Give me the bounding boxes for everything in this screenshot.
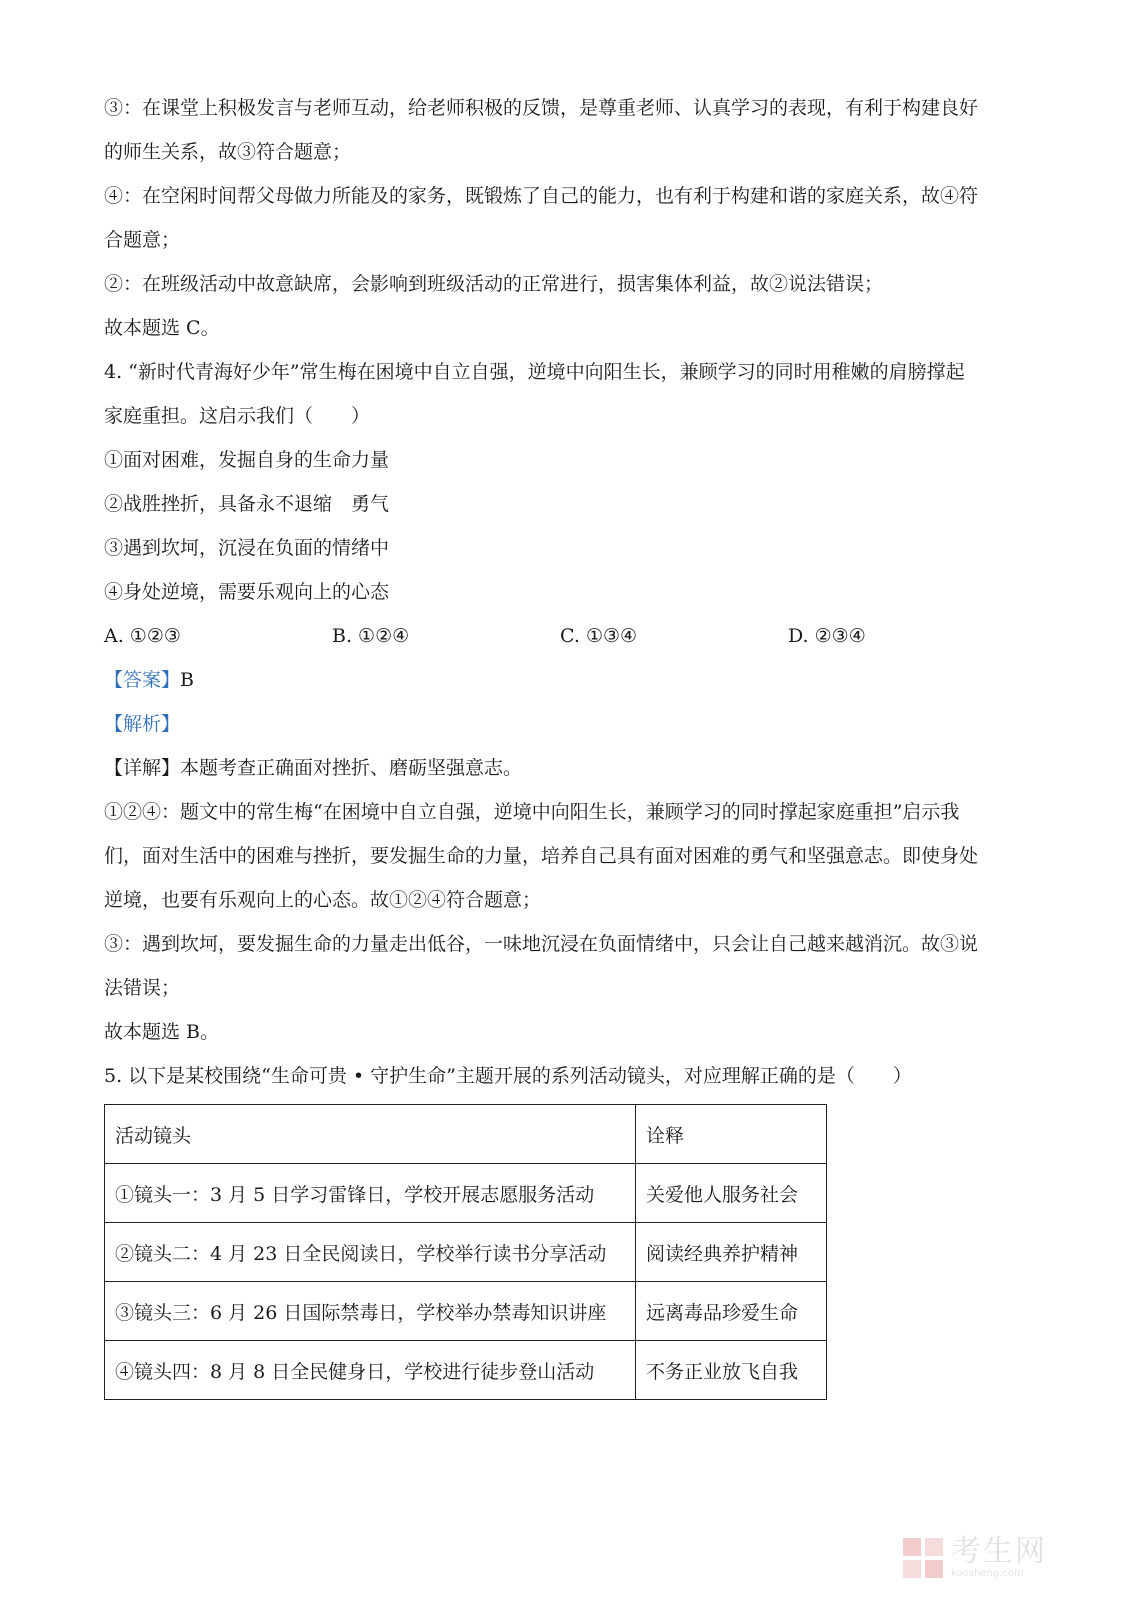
q4-detail: 【详解】本题考查正确面对挫折、磨砺坚强意志。 [104,757,523,779]
watermark-brand: 考生网 [951,1534,1047,1569]
table-header-cell: 活动镜头 [105,1105,636,1164]
kaosheng-logo-icon [901,1536,945,1580]
q4-item-4: ④身处逆境，需要乐观向上的心态 [104,581,390,603]
q4-item-1: ①面对困难，发掘自身的生命力量 [104,449,390,471]
q4-expl2-line1: ③：遇到坎坷，要发掘生命的力量走出低谷，一味地沉浸在负面情绪中，只会让自己越来越消沉。故③说 [104,933,979,955]
q4-option-b: B. ①②④ [332,625,410,647]
q4-conclusion: 故本题选 B。 [104,1021,220,1043]
q4-item-2: ②战胜挫折，具备永不退缩 勇气 [104,493,390,515]
answer-value: B [180,669,194,691]
q5-stem: 5. 以下是某校围绕“生命可贵 • 守护生命”主题开展的系列活动镜头，对应理解正确的是（ ） [104,1065,912,1087]
table-row [105,1164,827,1223]
q3-analysis-p3-line1: ③：在课堂上积极发言与老师互动，给老师积极的反馈，是尊重老师、认真学习的表现，有利于构建良好 [104,97,979,119]
table-cell: 不务正业放飞自我 [636,1341,827,1400]
table-row [105,1282,827,1341]
table-cell: ③镜头三：6 月 26 日国际禁毒日，学校举办禁毒知识讲座 [105,1282,636,1341]
table-cell: 远离毒品珍爱生命 [636,1282,827,1341]
table-row [105,1341,827,1400]
table-cell: ④镜头四：8 月 8 日全民健身日，学校进行徒步登山活动 [105,1341,636,1400]
table-cell: 阅读经典养护精神 [636,1223,827,1282]
watermark [901,1530,1091,1586]
table-row [105,1223,827,1282]
q3-analysis-p3-line2: 的师生关系，故③符合题意； [104,141,352,163]
q4-option-c: C. ①③④ [560,625,638,647]
q5-activity-table [104,1104,827,1400]
q3-analysis-p4-line2: 合题意； [104,229,181,251]
q4-expl1-line1: ①②④：题文中的常生梅“在困境中自立自强，逆境中向阳生长，兼顾学习的同时撑起家庭重担”启示我 [104,801,960,823]
q4-stem-line2: 家庭重担。这启示我们（ ） [104,405,371,427]
q4-option-d: D. ②③④ [788,625,866,647]
document-body [104,86,1034,1400]
q4-stem-line1: 4. “新时代青海好少年”常生梅在困境中自立自强，逆境中向阳生长，兼顾学习的同时用稚嫩的肩膀撑起 [104,361,965,383]
watermark-url: kaosheng.com [951,1568,1024,1579]
q4-options [104,614,1034,658]
table-cell: ①镜头一：3 月 5 日学习雷锋日，学校开展志愿服务活动 [105,1164,636,1223]
answer-tag: 【答案】 [104,669,181,691]
q4-option-a: A. ①②③ [104,625,181,647]
table-cell: 关爱他人服务社会 [636,1164,827,1223]
q3-analysis-p2-line1: ②：在班级活动中故意缺席，会影响到班级活动的正常进行，损害集体利益，故②说法错误； [104,273,884,295]
table-cell: ②镜头二：4 月 23 日全民阅读日，学校举行读书分享活动 [105,1223,636,1282]
q4-expl2-line2: 法错误； [104,977,181,999]
table-header-row [105,1105,827,1164]
watermark-text [951,1534,1047,1579]
q4-item-3: ③遇到坎坷，沉浸在负面的情绪中 [104,537,390,559]
q4-expl1-line2: 们，面对生活中的困难与挫折，要发掘生命的力量，培养自己具有面对困难的勇气和坚强意志。即使身处 [104,845,979,867]
table-header-cell: 诠释 [636,1105,827,1164]
q3-analysis-p4-line1: ④：在空闲时间帮父母做力所能及的家务，既锻炼了自己的能力，也有利于构建和谐的家庭关系，故④符 [104,185,979,207]
q4-analysis-tag: 【解析】 [104,713,181,735]
q4-expl1-line3: 逆境，也要有乐观向上的心态。故①②④符合题意； [104,889,542,911]
q3-conclusion: 故本题选 C。 [104,317,220,339]
q4-answer [104,658,1034,702]
